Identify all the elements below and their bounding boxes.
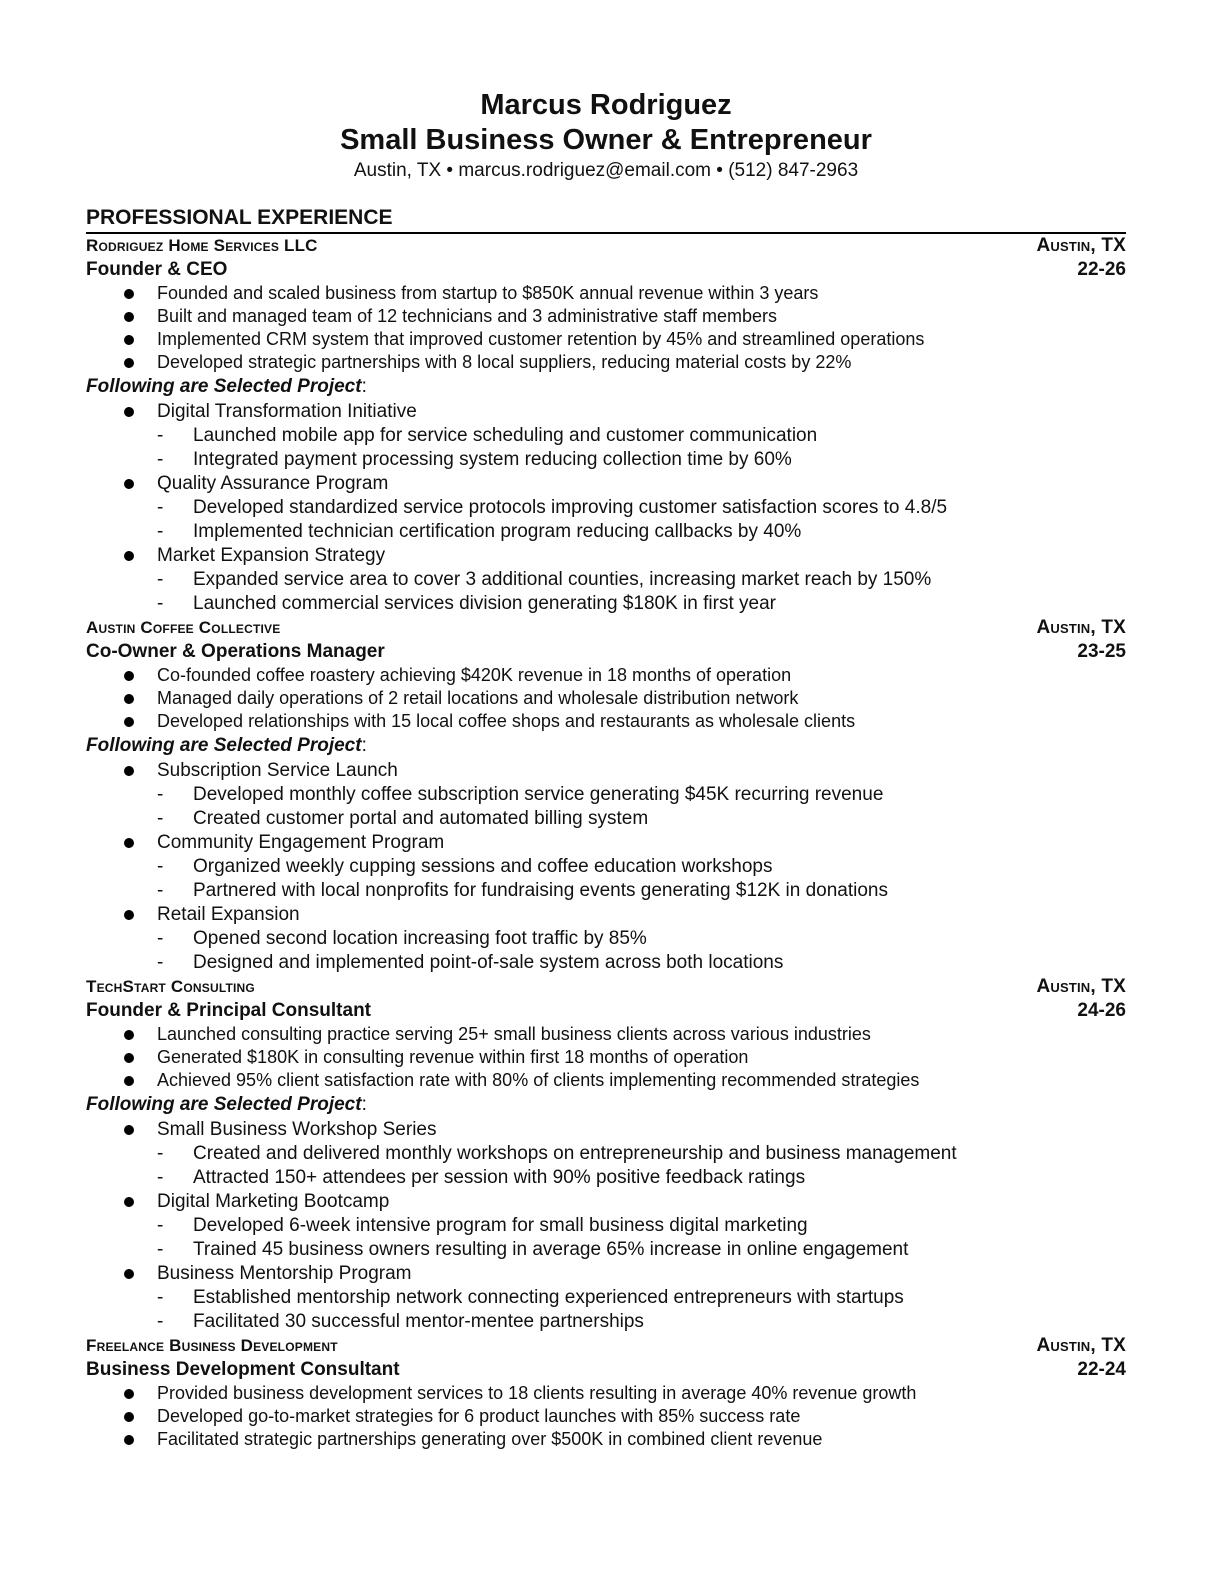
company-name: Rodriguez Home Services LLC (86, 236, 318, 255)
projects-heading (86, 733, 1126, 759)
company-name: Austin Coffee Collective (86, 618, 281, 637)
project-name: Small Business Workshop Series (86, 1118, 1126, 1142)
projects-heading (86, 374, 1126, 400)
achievement-item: Generated $180K in consulting revenue within first 18 months of operation (86, 1046, 1126, 1069)
company-row (86, 616, 1126, 640)
resume-page (86, 88, 1126, 1451)
project-detail: - Opened second location increasing foot traffic by 85% (86, 927, 1126, 951)
achievement-item: Co-founded coffee roastery achieving $420K revenue in 18 months of operation (86, 664, 1126, 687)
achievement-item: Developed relationships with 15 local coffee shops and restaurants as wholesale clients (86, 710, 1126, 733)
project-name: Market Expansion Strategy (86, 544, 1126, 568)
company-row (86, 975, 1126, 999)
section-title: PROFESSIONAL EXPERIENCE (86, 204, 1126, 234)
achievement-item: Built and managed team of 12 technicians and 3 administrative staff members (86, 305, 1126, 328)
achievement-item: Provided business development services to 18 clients resulting in average 40% revenue growth (86, 1382, 1126, 1405)
projects-colon: : (361, 1094, 367, 1115)
job-entry (86, 975, 1126, 1334)
job-location: Austin, TX (1036, 976, 1126, 997)
achievement-list (86, 664, 1126, 733)
project-detail: - Launched mobile app for service scheduling and customer communication (86, 424, 1126, 448)
job-location: Austin, TX (1036, 1335, 1126, 1356)
company-row (86, 1334, 1126, 1358)
company-row (86, 234, 1126, 258)
projects-label: Following are Selected Project (86, 376, 362, 397)
candidate-name: Marcus Rodriguez (480, 89, 732, 121)
job-entry (86, 1334, 1126, 1451)
achievement-item: Developed go-to-market strategies for 6 product launches with 85% success rate (86, 1405, 1126, 1428)
project-detail: - Launched commercial services division generating $180K in first year (86, 592, 1126, 616)
project-name: Quality Assurance Program (86, 472, 1126, 496)
role-row (86, 1358, 1126, 1382)
projects-heading (86, 1092, 1126, 1118)
project-detail: - Attracted 150+ attendees per session with 90% positive feedback ratings (86, 1166, 1126, 1190)
role-row (86, 640, 1126, 664)
job-entry (86, 616, 1126, 975)
achievement-item: Managed daily operations of 2 retail locations and wholesale distribution network (86, 687, 1126, 710)
achievement-item: Achieved 95% client satisfaction rate with 80% of clients implementing recommended strategies (86, 1069, 1126, 1092)
project-detail: - Partnered with local nonprofits for fundraising events generating $12K in donations (86, 879, 1126, 903)
job-location: Austin, TX (1036, 617, 1126, 638)
projects-colon: : (361, 735, 367, 756)
project-detail: - Created customer portal and automated billing system (86, 807, 1126, 831)
project-detail: - Trained 45 business owners resulting in average 65% increase in online engagement (86, 1238, 1126, 1262)
achievement-list (86, 282, 1126, 374)
company-name: Freelance Business Development (86, 1336, 338, 1355)
project-detail: - Designed and implemented point-of-sale system across both locations (86, 951, 1126, 975)
project-detail: - Established mentorship network connecting experienced entrepreneurs with startups (86, 1286, 1126, 1310)
project-name: Digital Marketing Bootcamp (86, 1190, 1126, 1214)
achievement-item: Founded and scaled business from startup to $850K annual revenue within 3 years (86, 282, 1126, 305)
candidate-title: Small Business Owner & Entrepreneur (340, 124, 872, 156)
project-name: Business Mentorship Program (86, 1262, 1126, 1286)
project-detail: - Expanded service area to cover 3 additional counties, increasing market reach by 150% (86, 568, 1126, 592)
project-detail: - Facilitated 30 successful mentor-mentee partnerships (86, 1310, 1126, 1334)
contact-line: Austin, TX • marcus.rodriguez@email.com • (512) 847-2963 (353, 160, 859, 181)
project-detail: - Organized weekly cupping sessions and coffee education workshops (86, 855, 1126, 879)
job-role: Business Development Consultant (86, 1359, 400, 1380)
project-detail: - Developed standardized service protocols improving customer satisfaction scores to 4.8/5 (86, 496, 1126, 520)
project-detail: - Implemented technician certification program reducing callbacks by 40% (86, 520, 1126, 544)
job-entry (86, 234, 1126, 616)
job-role: Founder & CEO (86, 259, 228, 280)
project-detail: - Developed 6-week intensive program for small business digital marketing (86, 1214, 1126, 1238)
project-detail: - Integrated payment processing system reducing collection time by 60% (86, 448, 1126, 472)
project-detail: - Developed monthly coffee subscription service generating $45K recurring revenue (86, 783, 1126, 807)
achievement-item: Implemented CRM system that improved customer retention by 45% and streamlined operations (86, 328, 1126, 351)
project-detail: - Created and delivered monthly workshops on entrepreneurship and business management (86, 1142, 1126, 1166)
projects-colon: : (361, 376, 367, 397)
role-row (86, 258, 1126, 282)
achievement-item: Facilitated strategic partnerships generating over $500K in combined client revenue (86, 1428, 1126, 1451)
job-role: Founder & Principal Consultant (86, 1000, 372, 1021)
project-name: Subscription Service Launch (86, 759, 1126, 783)
achievement-item: Developed strategic partnerships with 8 local suppliers, reducing material costs by 22% (86, 351, 1126, 374)
job-dates: 24-26 (1077, 1000, 1126, 1021)
projects-label: Following are Selected Project (86, 1094, 362, 1115)
job-dates: 22-24 (1077, 1359, 1126, 1380)
achievement-list (86, 1023, 1126, 1092)
project-name: Digital Transformation Initiative (86, 400, 1126, 424)
role-row (86, 999, 1126, 1023)
projects-label: Following are Selected Project (86, 735, 362, 756)
achievement-item: Launched consulting practice serving 25+ small business clients across various industries (86, 1023, 1126, 1046)
job-dates: 23-25 (1077, 641, 1126, 662)
job-dates: 22-26 (1077, 259, 1126, 280)
company-name: TechStart Consulting (86, 977, 255, 996)
achievement-list (86, 1382, 1126, 1451)
job-role: Co-Owner & Operations Manager (86, 641, 385, 662)
project-name: Retail Expansion (86, 903, 1126, 927)
project-name: Community Engagement Program (86, 831, 1126, 855)
job-location: Austin, TX (1036, 235, 1126, 256)
experience-list (86, 234, 1126, 1451)
